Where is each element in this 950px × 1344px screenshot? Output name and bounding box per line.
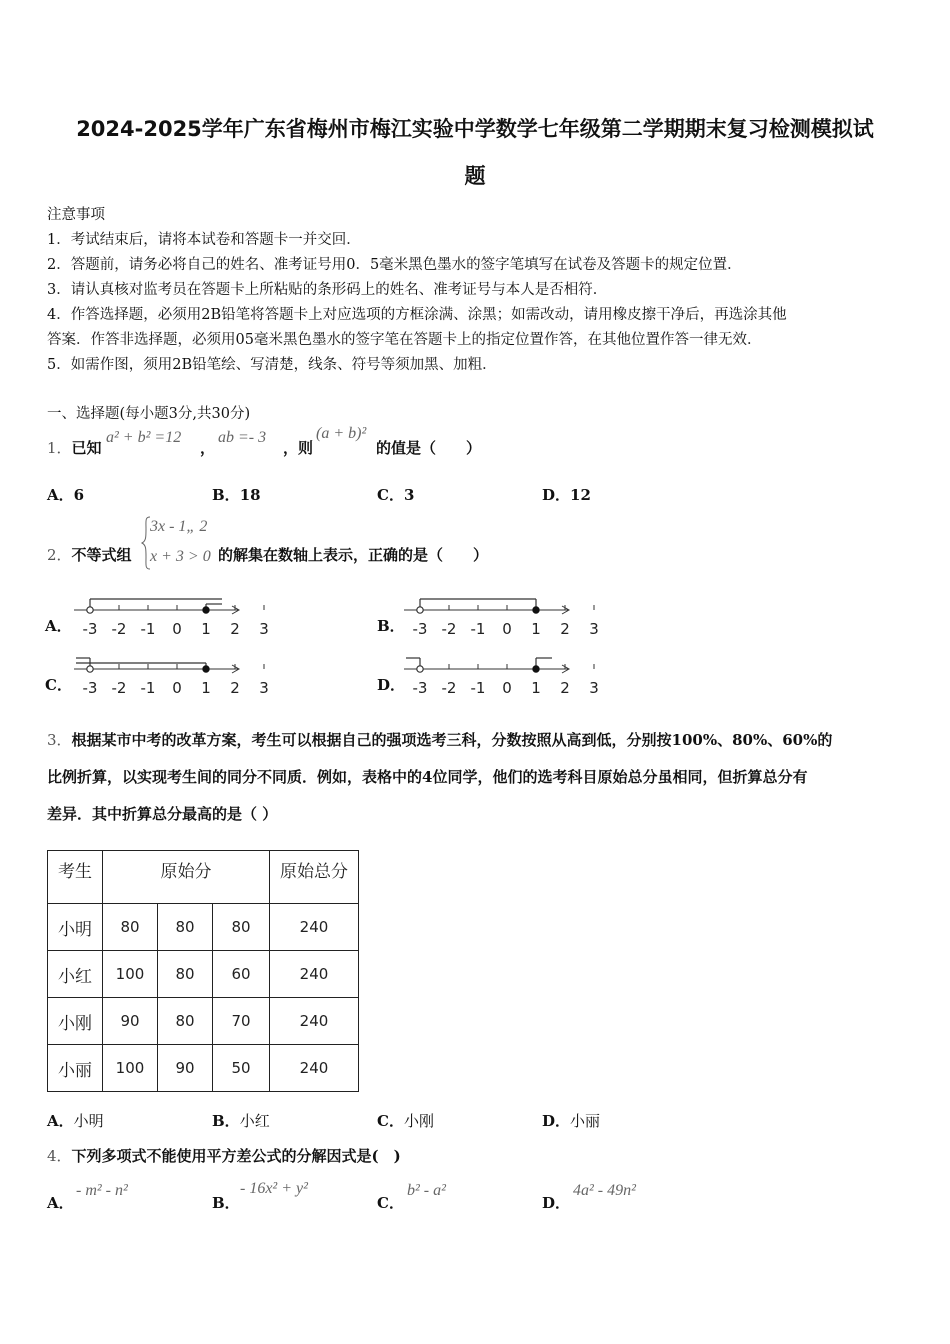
open-point [417,607,423,613]
table-cell: 100 [103,1045,158,1092]
q1-text-2: ， [200,439,216,457]
q4-option-a-value: - m² - n² [76,1182,128,1199]
q1-math-1: a² + b² =12 [106,429,182,446]
tick-label: 2 [560,620,570,638]
table-row [48,1045,359,1092]
header-cell: 原始总分 [270,851,359,904]
tick-label: -2 [441,679,457,697]
table-cell: 240 [270,951,359,998]
tick-label: 3 [259,679,269,697]
q1-math-3: (a + b)² [316,425,367,442]
question-2 [47,544,132,565]
q3-option-a[interactable]: A．小明 [47,1112,104,1130]
question-3-line3: 差异．其中折算总分最高的是（ ） [47,805,278,823]
q1-option-d[interactable]: D．12 [542,486,591,504]
table-cell: 小丽 [48,1045,103,1092]
open-point [87,666,93,672]
q1-option-a[interactable]: A．6 [47,486,85,504]
notice-item-5: 5．如需作图，须用2B铅笔绘、写清楚，线条、符号等须加黑、加粗． [47,357,497,373]
table-cell: 80 [103,904,158,951]
tick-label: 0 [172,679,182,697]
table-cell: 80 [158,951,213,998]
q2-system-line2: x + 3 > 0 [150,548,211,565]
q4-option-b-value: - 16x² + y² [240,1180,308,1197]
q2-option-a[interactable]: A． [45,617,72,635]
tick-label: 1 [201,620,211,638]
q3-option-d[interactable]: D．小丽 [542,1112,601,1130]
number-line-c [72,655,269,699]
q2-option-d[interactable]: D． [377,676,406,694]
table-cell: 小明 [48,904,103,951]
section-heading: 一、选择题(每小题3分,共30分) [47,406,251,422]
tick-label: -3 [82,679,98,697]
table-cell: 240 [270,904,359,951]
tick-label: 2 [230,679,240,697]
question-4: 4．下列多项式不能使用平方差公式的分解因式是( ) [47,1147,401,1165]
q1-text-3: ，则 [283,439,314,457]
table-cell: 90 [158,1045,213,1092]
tick-label: -1 [140,679,156,697]
tick-label: -1 [470,620,486,638]
tick-label: -3 [82,620,98,638]
question-number: 1． [47,439,72,457]
page-title-line2: 题 [464,164,486,188]
tick-label: 2 [230,620,240,638]
tick-label: -2 [111,679,127,697]
q4-option-c[interactable]: C． [377,1194,404,1212]
closed-point [533,607,539,613]
notice-item-3: 3．请认真核对监考员在答题卡上所粘贴的条形码上的姓名、准考证号与本人是否相符． [47,282,608,298]
table-cell: 240 [270,1045,359,1092]
q3-option-b[interactable]: B．小红 [212,1112,270,1130]
header-cell: 原始分 [103,851,270,904]
q2-option-b[interactable]: B． [377,617,405,635]
tick-label: -1 [140,620,156,638]
tick-label: 2 [560,679,570,697]
tick-label: -2 [111,620,127,638]
tick-label: 3 [259,620,269,638]
table-row [48,904,359,951]
table-cell: 240 [270,998,359,1045]
table-cell: 小刚 [48,998,103,1045]
notice-item-4: 4．作答选择题，必须用2B铅笔将答题卡上对应选项的方框涂满、涂黑；如需改动，请用橡皮擦干净后，再选涂其他 [47,307,787,323]
number-line-b [402,596,599,640]
q4-option-b[interactable]: B． [212,1194,240,1212]
question-1 [47,437,102,458]
table-row [48,998,359,1045]
question-3-line2: 比例折算，以实现考生间的同分不同质．例如，表格中的4位同学，他们的选考科目原始总分虽相同，但折算总分有 [47,768,808,786]
q3-option-c[interactable]: C．小刚 [377,1112,434,1130]
table-header-row [48,851,359,904]
q1-text-1: 已知 [71,439,102,457]
table-cell: 小红 [48,951,103,998]
q2-option-c[interactable]: C． [45,676,72,694]
q2-text-2: 的解集在数轴上表示，正确的是（ ） [218,546,489,564]
score-table [47,850,359,1092]
table-cell: 80 [158,904,213,951]
tick-label: 3 [589,620,599,638]
tick-label: 1 [201,679,211,697]
tick-label: 0 [502,620,512,638]
table-cell: 90 [103,998,158,1045]
tick-label: -2 [441,620,457,638]
closed-point [203,607,209,613]
number-line-d [402,655,599,699]
q4-option-a[interactable]: A． [47,1194,74,1212]
notice-item-4-cont: 答案．作答非选择题，必须用05毫米黑色墨水的签字笔在答题卡上的指定位置作答，在其他位置作答一律无效． [47,332,762,348]
q4-option-c-value: b² - a² [407,1182,446,1199]
q1-option-c[interactable]: C．3 [377,486,415,504]
open-point [87,607,93,613]
table-cell: 80 [213,904,270,951]
closed-point [203,666,209,672]
open-point [417,666,423,672]
tick-label: 3 [589,679,599,697]
notice-heading: 注意事项 [47,207,105,223]
notice-item-1: 1．考试结束后，请将本试卷和答题卡一并交回． [47,232,361,248]
tick-label: 0 [172,620,182,638]
number-line-a [72,596,269,640]
table-cell: 70 [213,998,270,1045]
tick-label: -3 [412,620,428,638]
q1-option-b[interactable]: B．18 [212,486,261,504]
q1-text-4: 的值是（ ） [376,439,482,457]
q2-system-line1: 3x - 1„ 2 [150,518,208,535]
question-3-line1: 3．根据某市中考的改革方案，考生可以根据自己的强项选考三科，分数按照从高到低，分别按100%、80%、60%的 [47,731,833,749]
table-cell: 60 [213,951,270,998]
tick-label: -3 [412,679,428,697]
q2-text-1: 不等式组 [71,546,132,564]
q4-option-d-value: 4a² - 49n² [573,1182,636,1199]
tick-label: 1 [531,620,541,638]
header-cell: 考生 [48,851,103,904]
closed-point [533,666,539,672]
question-number: 2． [47,546,72,564]
q4-option-d[interactable]: D． [542,1194,571,1212]
table-cell: 50 [213,1045,270,1092]
notice-item-2: 2．答题前，请务必将自己的姓名、准考证号用0．5毫米黑色墨水的签字笔填写在试卷及答题卡的规定位置． [47,257,742,273]
tick-label: -1 [470,679,486,697]
page-title-line1: 2024-2025学年广东省梅州市梅江实验中学数学七年级第二学期期末复习检测模拟试 [76,117,874,141]
table-cell: 100 [103,951,158,998]
tick-label: 1 [531,679,541,697]
tick-label: 0 [502,679,512,697]
q1-math-2: ab =- 3 [218,429,267,446]
table-cell: 80 [158,998,213,1045]
table-row [48,951,359,998]
